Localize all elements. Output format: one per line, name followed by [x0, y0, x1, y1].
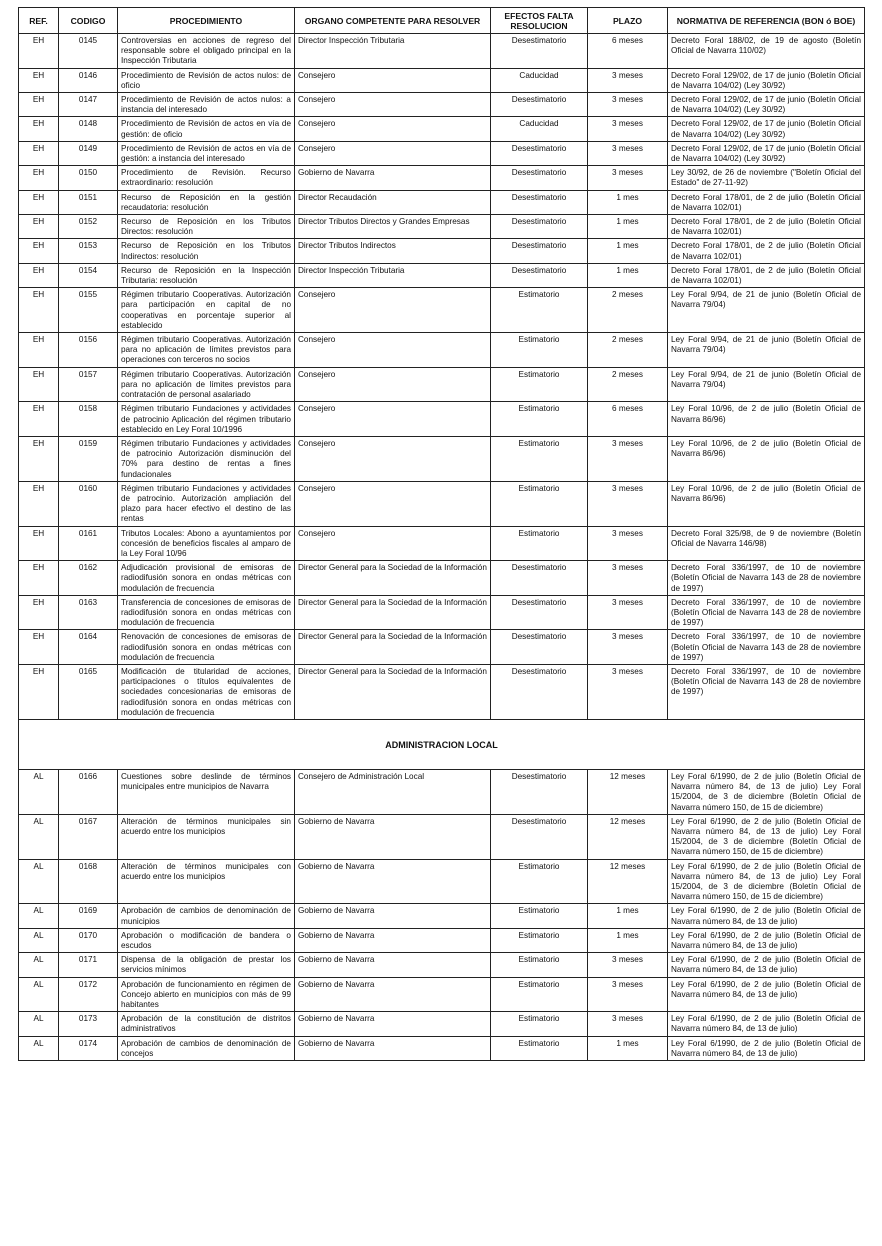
organo-cell: Gobierno de Navarra: [295, 928, 491, 952]
organo-cell: Gobierno de Navarra: [295, 814, 491, 859]
efectos-cell: Desestimatorio: [491, 190, 588, 214]
ref-cell: EH: [19, 664, 59, 719]
efectos-cell: Estimatorio: [491, 977, 588, 1012]
ref-cell: EH: [19, 402, 59, 437]
plazo-cell: 1 mes: [588, 263, 668, 287]
organo-cell: Gobierno de Navarra: [295, 166, 491, 190]
efectos-cell: Desestimatorio: [491, 814, 588, 859]
header-plazo: PLAZO: [588, 8, 668, 34]
normativa-cell: Decreto Foral 188/02, de 19 de agosto (Boletín Oficial de Navarra 110/02): [668, 34, 865, 69]
table-row: [19, 928, 865, 952]
plazo-cell: 2 meses: [588, 367, 668, 402]
efectos-cell: Desestimatorio: [491, 664, 588, 719]
normativa-cell: Decreto Foral 336/1997, de 10 de noviembre (Boletín Oficial de Navarra 143 de 28 de noviembre de 1997): [668, 630, 865, 665]
organo-cell: Director General para la Sociedad de la Información: [295, 561, 491, 596]
codigo-cell: 0161: [59, 526, 118, 561]
organo-cell: Director General para la Sociedad de la Información: [295, 630, 491, 665]
codigo-cell: 0154: [59, 263, 118, 287]
table-row: [19, 630, 865, 665]
plazo-cell: 3 meses: [588, 595, 668, 630]
plazo-cell: 3 meses: [588, 68, 668, 92]
table-row: [19, 68, 865, 92]
procedimiento-cell: Recurso de Reposición en la gestión recaudatoria: resolución: [118, 190, 295, 214]
procedimiento-cell: Aprobación de la constitución de distritos administrativos: [118, 1012, 295, 1036]
normativa-cell: Ley Foral 9/94, de 21 de junio (Boletín Oficial de Navarra 79/04): [668, 333, 865, 368]
organo-cell: Consejero: [295, 141, 491, 165]
ref-cell: AL: [19, 977, 59, 1012]
efectos-cell: Desestimatorio: [491, 141, 588, 165]
organo-cell: Gobierno de Navarra: [295, 859, 491, 904]
ref-cell: EH: [19, 333, 59, 368]
codigo-cell: 0163: [59, 595, 118, 630]
organo-cell: Gobierno de Navarra: [295, 904, 491, 928]
table-row: [19, 859, 865, 904]
organo-cell: Gobierno de Navarra: [295, 977, 491, 1012]
efectos-cell: Desestimatorio: [491, 239, 588, 263]
efectos-cell: Desestimatorio: [491, 561, 588, 596]
ref-cell: AL: [19, 814, 59, 859]
organo-cell: Director Tributos Indirectos: [295, 239, 491, 263]
ref-cell: EH: [19, 561, 59, 596]
ref-cell: AL: [19, 928, 59, 952]
plazo-cell: 3 meses: [588, 1012, 668, 1036]
plazo-cell: 3 meses: [588, 166, 668, 190]
header-efectos: EFECTOS FALTA RESOLUCION: [491, 8, 588, 34]
plazo-cell: 1 mes: [588, 190, 668, 214]
codigo-cell: 0150: [59, 166, 118, 190]
codigo-cell: 0147: [59, 93, 118, 117]
ref-cell: EH: [19, 526, 59, 561]
normativa-cell: Ley 30/92, de 26 de noviembre ("Boletín Oficial del Estado" de 27-11-92): [668, 166, 865, 190]
codigo-cell: 0165: [59, 664, 118, 719]
organo-cell: Consejero: [295, 367, 491, 402]
organo-cell: Director General para la Sociedad de la Información: [295, 664, 491, 719]
plazo-cell: 3 meses: [588, 436, 668, 481]
efectos-cell: Desestimatorio: [491, 595, 588, 630]
header-organo: ORGANO COMPETENTE PARA RESOLVER: [295, 8, 491, 34]
procedimiento-cell: Régimen tributario Fundaciones y actividades de patrocinio Autorización disminución del 70% para destino de rentas a fines fundacionales: [118, 436, 295, 481]
section-row: [19, 719, 865, 769]
plazo-cell: 3 meses: [588, 141, 668, 165]
procedimiento-cell: Procedimiento de Revisión de actos en vía de gestión: a instancia del interesado: [118, 141, 295, 165]
codigo-cell: 0156: [59, 333, 118, 368]
normativa-cell: Decreto Foral 336/1997, de 10 de noviembre (Boletín Oficial de Navarra 143 de 28 de noviembre de 1997): [668, 561, 865, 596]
efectos-cell: Caducidad: [491, 117, 588, 141]
table-row: [19, 814, 865, 859]
ref-cell: AL: [19, 1036, 59, 1060]
normativa-cell: Ley Foral 10/96, de 2 de julio (Boletín Oficial de Navarra 86/96): [668, 481, 865, 526]
ref-cell: EH: [19, 190, 59, 214]
ref-cell: EH: [19, 141, 59, 165]
table-row: [19, 977, 865, 1012]
organo-cell: Consejero: [295, 526, 491, 561]
ref-cell: EH: [19, 481, 59, 526]
normativa-cell: Ley Foral 6/1990, de 2 de julio (Boletín Oficial de Navarra número 84, de 13 de julio): [668, 953, 865, 977]
ref-cell: EH: [19, 288, 59, 333]
plazo-cell: 1 mes: [588, 239, 668, 263]
procedimiento-cell: Renovación de concesiones de emisoras de radiodifusión sonora en ondas métricas con modulación de frecuencia: [118, 630, 295, 665]
codigo-cell: 0155: [59, 288, 118, 333]
codigo-cell: 0157: [59, 367, 118, 402]
ref-cell: AL: [19, 904, 59, 928]
codigo-cell: 0170: [59, 928, 118, 952]
organo-cell: Consejero: [295, 117, 491, 141]
codigo-cell: 0145: [59, 34, 118, 69]
procedimiento-cell: Adjudicación provisional de emisoras de radiodifusión sonora en ondas métricas con modulación de frecuencia: [118, 561, 295, 596]
ref-cell: EH: [19, 117, 59, 141]
table-row: [19, 166, 865, 190]
organo-cell: Gobierno de Navarra: [295, 953, 491, 977]
organo-cell: Gobierno de Navarra: [295, 1036, 491, 1060]
ref-cell: AL: [19, 1012, 59, 1036]
ref-cell: EH: [19, 34, 59, 69]
organo-cell: Director Tributos Directos y Grandes Empresas: [295, 215, 491, 239]
plazo-cell: 1 mes: [588, 1036, 668, 1060]
plazo-cell: 3 meses: [588, 953, 668, 977]
procedimiento-cell: Transferencia de concesiones de emisoras de radiodifusión sonora en ondas métricas con modulación de frecuencia: [118, 595, 295, 630]
procedimiento-cell: Alteración de términos municipales con acuerdo entre los municipios: [118, 859, 295, 904]
normativa-cell: Decreto Foral 129/02, de 17 de junio (Boletín Oficial de Navarra 104/02) (Ley 30/92): [668, 117, 865, 141]
codigo-cell: 0148: [59, 117, 118, 141]
organo-cell: Consejero de Administración Local: [295, 769, 491, 814]
table-row: [19, 402, 865, 437]
organo-cell: Consejero: [295, 68, 491, 92]
procedimiento-cell: Recurso de Reposición en los Tributos Directos: resolución: [118, 215, 295, 239]
header-procedimiento: PROCEDIMIENTO: [118, 8, 295, 34]
procedimiento-cell: Procedimiento de Revisión de actos nulos: de oficio: [118, 68, 295, 92]
efectos-cell: Estimatorio: [491, 481, 588, 526]
procedimiento-cell: Cuestiones sobre deslinde de términos municipales entre municipios de Navarra: [118, 769, 295, 814]
efectos-cell: Estimatorio: [491, 402, 588, 437]
efectos-cell: Estimatorio: [491, 904, 588, 928]
normativa-cell: Ley Foral 6/1990, de 2 de julio (Boletín Oficial de Navarra número 84, de 13 de julio): [668, 977, 865, 1012]
codigo-cell: 0160: [59, 481, 118, 526]
plazo-cell: 3 meses: [588, 481, 668, 526]
table-row: [19, 1036, 865, 1060]
ref-cell: EH: [19, 595, 59, 630]
organo-cell: Consejero: [295, 288, 491, 333]
codigo-cell: 0151: [59, 190, 118, 214]
codigo-cell: 0159: [59, 436, 118, 481]
table-row: [19, 333, 865, 368]
eh-rows: [19, 34, 865, 720]
procedimiento-cell: Recurso de Reposición en la Inspección Tributaria: resolución: [118, 263, 295, 287]
plazo-cell: 3 meses: [588, 664, 668, 719]
codigo-cell: 0162: [59, 561, 118, 596]
ref-cell: EH: [19, 93, 59, 117]
organo-cell: Consejero: [295, 436, 491, 481]
codigo-cell: 0169: [59, 904, 118, 928]
procedimiento-cell: Dispensa de la obligación de prestar los servicios mínimos: [118, 953, 295, 977]
codigo-cell: 0174: [59, 1036, 118, 1060]
efectos-cell: Estimatorio: [491, 953, 588, 977]
table-row: [19, 526, 865, 561]
section-title: ADMINISTRACION LOCAL: [19, 719, 865, 769]
normativa-cell: Decreto Foral 129/02, de 17 de junio (Boletín Oficial de Navarra 104/02) (Ley 30/92): [668, 141, 865, 165]
procedimiento-cell: Aprobación o modificación de bandera o escudos: [118, 928, 295, 952]
procedimiento-cell: Procedimiento de Revisión de actos en vía de gestión: de oficio: [118, 117, 295, 141]
efectos-cell: Desestimatorio: [491, 769, 588, 814]
normativa-cell: Decreto Foral 178/01, de 2 de julio (Boletín Oficial de Navarra 102/01): [668, 263, 865, 287]
normativa-cell: Ley Foral 6/1990, de 2 de julio (Boletín Oficial de Navarra número 84, de 13 de julio) Ley Foral 15/2004, de 3 de diciembre (Boletín Oficial de Navarra número 150, de 15 de diciembre): [668, 769, 865, 814]
organo-cell: Director General para la Sociedad de la Información: [295, 595, 491, 630]
organo-cell: Gobierno de Navarra: [295, 1012, 491, 1036]
efectos-cell: Desestimatorio: [491, 166, 588, 190]
table-row: [19, 239, 865, 263]
codigo-cell: 0167: [59, 814, 118, 859]
organo-cell: Consejero: [295, 481, 491, 526]
table-header-row: [19, 8, 865, 34]
plazo-cell: 1 mes: [588, 904, 668, 928]
procedimiento-cell: Modificación de titularidad de acciones, participaciones o títulos equivalentes de sociedades concesionarias de emisoras de radiodifusión sonora en ondas métricas con modulación de frecuencia: [118, 664, 295, 719]
plazo-cell: 3 meses: [588, 630, 668, 665]
efectos-cell: Estimatorio: [491, 333, 588, 368]
section-rows: [19, 719, 865, 769]
ref-cell: EH: [19, 630, 59, 665]
table-row: [19, 117, 865, 141]
plazo-cell: 12 meses: [588, 769, 668, 814]
ref-cell: EH: [19, 166, 59, 190]
normativa-cell: Decreto Foral 129/02, de 17 de junio (Boletín Oficial de Navarra 104/02) (Ley 30/92): [668, 68, 865, 92]
normativa-cell: Ley Foral 6/1990, de 2 de julio (Boletín Oficial de Navarra número 84, de 13 de julio): [668, 1036, 865, 1060]
efectos-cell: Estimatorio: [491, 436, 588, 481]
plazo-cell: 2 meses: [588, 288, 668, 333]
ref-cell: AL: [19, 953, 59, 977]
ref-cell: AL: [19, 859, 59, 904]
codigo-cell: 0153: [59, 239, 118, 263]
table-row: [19, 1012, 865, 1036]
procedimiento-cell: Régimen tributario Fundaciones y actividades de patrocinio Aplicación del régimen tributario establecido en Ley Foral 10/1996: [118, 402, 295, 437]
table-row: [19, 34, 865, 69]
procedimiento-cell: Controversias en acciones de regreso del responsable sobre el obligado principal en la Inspección Tributaria: [118, 34, 295, 69]
normativa-cell: Ley Foral 10/96, de 2 de julio (Boletín Oficial de Navarra 86/96): [668, 402, 865, 437]
efectos-cell: Estimatorio: [491, 928, 588, 952]
codigo-cell: 0164: [59, 630, 118, 665]
procedimiento-cell: Aprobación de cambios de denominación de municipios: [118, 904, 295, 928]
codigo-cell: 0171: [59, 953, 118, 977]
normativa-cell: Ley Foral 6/1990, de 2 de julio (Boletín Oficial de Navarra número 84, de 13 de julio) Ley Foral 15/2004, de 3 de diciembre (Boletín Oficial de Navarra número 150, de 15 de diciembre): [668, 859, 865, 904]
table-row: [19, 561, 865, 596]
efectos-cell: Desestimatorio: [491, 263, 588, 287]
plazo-cell: 6 meses: [588, 402, 668, 437]
codigo-cell: 0152: [59, 215, 118, 239]
efectos-cell: Estimatorio: [491, 1012, 588, 1036]
table-row: [19, 595, 865, 630]
table-row: [19, 288, 865, 333]
organo-cell: Consejero: [295, 402, 491, 437]
normativa-cell: Decreto Foral 129/02, de 17 de junio (Boletín Oficial de Navarra 104/02) (Ley 30/92): [668, 93, 865, 117]
al-rows: [19, 769, 865, 1060]
table-row: [19, 93, 865, 117]
normativa-cell: Decreto Foral 336/1997, de 10 de noviembre (Boletín Oficial de Navarra 143 de 28 de noviembre de 1997): [668, 595, 865, 630]
procedimiento-cell: Aprobación de cambios de denominación de concejos: [118, 1036, 295, 1060]
header-codigo: CODIGO: [59, 8, 118, 34]
codigo-cell: 0146: [59, 68, 118, 92]
plazo-cell: 12 meses: [588, 859, 668, 904]
efectos-cell: Estimatorio: [491, 859, 588, 904]
normativa-cell: Ley Foral 9/94, de 21 de junio (Boletín Oficial de Navarra 79/04): [668, 288, 865, 333]
procedimiento-cell: Recurso de Reposición en los Tributos Indirectos: resolución: [118, 239, 295, 263]
ref-cell: EH: [19, 215, 59, 239]
normativa-cell: Decreto Foral 178/01, de 2 de julio (Boletín Oficial de Navarra 102/01): [668, 190, 865, 214]
efectos-cell: Estimatorio: [491, 526, 588, 561]
codigo-cell: 0172: [59, 977, 118, 1012]
efectos-cell: Desestimatorio: [491, 630, 588, 665]
efectos-cell: Estimatorio: [491, 1036, 588, 1060]
normativa-cell: Ley Foral 6/1990, de 2 de julio (Boletín Oficial de Navarra número 84, de 13 de julio): [668, 928, 865, 952]
table-row: [19, 263, 865, 287]
header-normativa: NORMATIVA DE REFERENCIA (BON ó BOE): [668, 8, 865, 34]
plazo-cell: 3 meses: [588, 93, 668, 117]
table-row: [19, 904, 865, 928]
table-row: [19, 481, 865, 526]
table-row: [19, 664, 865, 719]
normativa-cell: Decreto Foral 178/01, de 2 de julio (Boletín Oficial de Navarra 102/01): [668, 215, 865, 239]
codigo-cell: 0166: [59, 769, 118, 814]
plazo-cell: 6 meses: [588, 34, 668, 69]
plazo-cell: 3 meses: [588, 526, 668, 561]
efectos-cell: Estimatorio: [491, 367, 588, 402]
plazo-cell: 3 meses: [588, 117, 668, 141]
plazo-cell: 1 mes: [588, 928, 668, 952]
ref-cell: EH: [19, 239, 59, 263]
normativa-cell: Ley Foral 6/1990, de 2 de julio (Boletín Oficial de Navarra número 84, de 13 de julio): [668, 904, 865, 928]
normativa-cell: Decreto Foral 336/1997, de 10 de noviembre (Boletín Oficial de Navarra 143 de 28 de noviembre de 1997): [668, 664, 865, 719]
codigo-cell: 0168: [59, 859, 118, 904]
organo-cell: Director Inspección Tributaria: [295, 263, 491, 287]
plazo-cell: 3 meses: [588, 561, 668, 596]
organo-cell: Consejero: [295, 93, 491, 117]
ref-cell: EH: [19, 68, 59, 92]
procedimiento-cell: Régimen tributario Fundaciones y actividades de patrocinio. Autorización ampliación del plazo para hacer efectivo el destino de las rentas: [118, 481, 295, 526]
table-row: [19, 141, 865, 165]
procedures-table: [18, 7, 865, 1061]
procedimiento-cell: Alteración de términos municipales sin acuerdo entre los municipios: [118, 814, 295, 859]
procedimiento-cell: Procedimiento de Revisión de actos nulos: a instancia del interesado: [118, 93, 295, 117]
table-row: [19, 190, 865, 214]
efectos-cell: Desestimatorio: [491, 34, 588, 69]
normativa-cell: Ley Foral 6/1990, de 2 de julio (Boletín Oficial de Navarra número 84, de 13 de julio) Ley Foral 15/2004, de 3 de diciembre (Boletín Oficial de Navarra número 150, de 15 de diciembre): [668, 814, 865, 859]
procedimiento-cell: Régimen tributario Cooperativas. Autorización para participación en capital de no cooperativas en porcentaje superior al establecido: [118, 288, 295, 333]
normativa-cell: Ley Foral 9/94, de 21 de junio (Boletín Oficial de Navarra 79/04): [668, 367, 865, 402]
ref-cell: EH: [19, 263, 59, 287]
normativa-cell: Ley Foral 10/96, de 2 de julio (Boletín Oficial de Navarra 86/96): [668, 436, 865, 481]
plazo-cell: 3 meses: [588, 977, 668, 1012]
table-row: [19, 215, 865, 239]
normativa-cell: Decreto Foral 178/01, de 2 de julio (Boletín Oficial de Navarra 102/01): [668, 239, 865, 263]
plazo-cell: 12 meses: [588, 814, 668, 859]
table-row: [19, 769, 865, 814]
procedimiento-cell: Régimen tributario Cooperativas. Autorización para no aplicación de límites previstos para operaciones con terceros no socios: [118, 333, 295, 368]
efectos-cell: Desestimatorio: [491, 215, 588, 239]
organo-cell: Director Recaudación: [295, 190, 491, 214]
header-ref: REF.: [19, 8, 59, 34]
table-row: [19, 367, 865, 402]
efectos-cell: Desestimatorio: [491, 93, 588, 117]
procedimiento-cell: Régimen tributario Cooperativas. Autorización para no aplicación de límites previstos para contratación de personal asalariado: [118, 367, 295, 402]
procedimiento-cell: Tributos Locales: Abono a ayuntamientos por concesión de beneficios fiscales al amparo de la Ley Foral 10/96: [118, 526, 295, 561]
procedimiento-cell: Aprobación de funcionamiento en régimen de Concejo abierto en municipios con más de 99 habitantes: [118, 977, 295, 1012]
organo-cell: Director Inspección Tributaria: [295, 34, 491, 69]
efectos-cell: Estimatorio: [491, 288, 588, 333]
organo-cell: Consejero: [295, 333, 491, 368]
efectos-cell: Caducidad: [491, 68, 588, 92]
plazo-cell: 2 meses: [588, 333, 668, 368]
document-page: [18, 7, 864, 1061]
ref-cell: EH: [19, 436, 59, 481]
table-row: [19, 953, 865, 977]
procedimiento-cell: Procedimiento de Revisión. Recurso extraordinario: resolución: [118, 166, 295, 190]
normativa-cell: Ley Foral 6/1990, de 2 de julio (Boletín Oficial de Navarra número 84, de 13 de julio): [668, 1012, 865, 1036]
codigo-cell: 0173: [59, 1012, 118, 1036]
plazo-cell: 1 mes: [588, 215, 668, 239]
normativa-cell: Decreto Foral 325/98, de 9 de noviembre (Boletín Oficial de Navarra 146/98): [668, 526, 865, 561]
ref-cell: AL: [19, 769, 59, 814]
codigo-cell: 0149: [59, 141, 118, 165]
table-row: [19, 436, 865, 481]
ref-cell: EH: [19, 367, 59, 402]
codigo-cell: 0158: [59, 402, 118, 437]
